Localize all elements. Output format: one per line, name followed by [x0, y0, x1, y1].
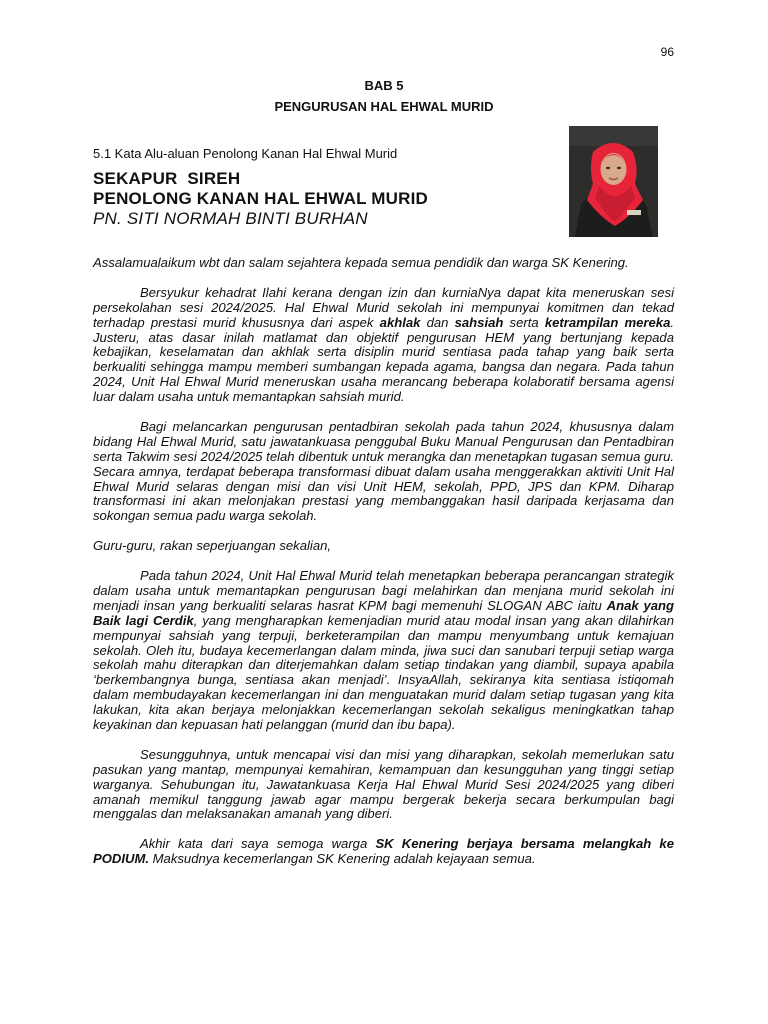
chapter-label: BAB 5: [364, 78, 404, 93]
bold-phrase: ketrampilan mereka: [544, 314, 671, 330]
paragraph-text: Guru-guru, rakan seperjuangan sekalian,: [93, 538, 332, 554]
portrait-photo-icon: [569, 126, 658, 237]
paragraph-strategy: [93, 569, 674, 733]
paragraph-text: dan: [420, 314, 455, 330]
title-position: PENOLONG KANAN HAL EHWAL MURID: [93, 189, 428, 208]
chapter-title: PENGURUSAN HAL EHWAL MURID: [274, 99, 494, 114]
paragraph-teamwork: [93, 748, 674, 823]
paragraph-text: , yang mengharapkan kemenjadian murid atau modal insan yang akan dilahirkan mempunyai sahsiah yang terpuji, berketerampilan dan mampu menyumbang untuk kemajuan sekolah. Oleh itu, budaya kecemerlangan dalam minda, jiwa suci dan sanubari terpuji setiap warga sekolah mahu diterapkan dan diterjemahkan dalam setiap tindakan yang diambil, supaya apabila ‘berkembangnya bunga, sentiasa akan menjadi’. InsyaAllah, sekiranya kita sentiasa istiqomah dalam membudayakan kecemerlangan ini dan menguatakan murid dalam setiap tugasan yang kita lakukan, kita akan berjaya melonjakkan kecemerlangan sekolah sekaligus meningkatkan tahap keyakinan dan kepuasan hati pelanggan (murid dan ibu bapa).: [93, 612, 674, 733]
bold-phrase: akhlak: [379, 314, 421, 330]
page-number: 96: [660, 45, 674, 59]
body-text: [93, 256, 674, 882]
paragraph-salutation: [93, 539, 674, 554]
paragraph-text: Assalamualaikum wbt dan salam sejahtera kepada semua pendidik dan warga SK Kenering.: [93, 255, 629, 270]
paragraph-text: Sesungguhnya, untuk mencapai visi dan misi yang diharapkan, sekolah memerlukan satu pasukan yang mantap, mempunyai kemahiran, kemampuan dan kesungguhan yang tinggi setiap warganya. Sehubungan itu, Jawatankuasa Kerja Hal Ehwal Murid Sesi 2024/2025 yang diberi amanah memikul tanggung jawab agar mampu bergerak bekerja secara berkumpulan bagi menggalas dan melaksanakan amanah yang diberi.: [93, 746, 674, 822]
paragraph-closing: [93, 837, 674, 867]
bold-phrase: Anak yang Baik lagi Cerdik: [93, 597, 675, 628]
paragraph-text: Maksudnya kecemerlangan SK Kenering adalah kejayaan semua.: [149, 851, 536, 867]
bold-phrase: sahsiah: [454, 314, 504, 330]
paragraph-text: Bagi melancarkan pengurusan pentadbiran sekolah pada tahun 2024, khususnya dalam bidang Hal Ehwal Murid, satu jawatankuasa penggubal Buku Manual Pengurusan dan Pentadbiran serta Takwim sesi 2024/2025 telah dibentuk untuk merangka dan menetapkan tugasan semua guru. Secara amnya, terdapat beberapa transformasi dibuat dalam usaha menggerakkan aktiviti Unit Hal Ehwal Murid selaras dengan misi dan visi Unit HEM, sekolah, PPD, JPS dan KPM. Diharap transformasi ini akan melonjakan prestasi yang membanggakan hasil daripada kerjasama dan sokongan semua padu warga sekolah.: [93, 418, 674, 524]
portrait-photo: [569, 126, 658, 237]
paragraph-text: Akhir kata dari saya semoga warga: [140, 836, 376, 852]
paragraph-text: . Justeru, atas dasar inilah matlamat dan objektif pengurusan HEM yang bertunjang kepada kebajikan, keselamatan dan akhlak serta disiplin murid sentiasa pada tahap yang baik serta berkualiti sehingga mampu memberi sumbangan kepada agama, bangsa dan negara. Pada tahun 2024, Unit Hal Ehwal Murid meneruskan usaha merancang beberapa kolaboratif bersama agensi luar dalam usaha untuk memantapkan sahsiah murid.: [93, 314, 675, 405]
title-name: PN. SITI NORMAH BINTI BURHAN: [93, 209, 368, 228]
paragraph-gratitude: [93, 286, 674, 405]
paragraph-management: [93, 420, 674, 524]
paragraph-greeting: [93, 256, 674, 271]
section-heading: 5.1 Kata Alu-aluan Penolong Kanan Hal Ehwal Murid: [93, 146, 398, 161]
paragraph-text: serta: [503, 314, 545, 330]
title-sekapur-sireh: SEKAPUR SIREH: [93, 169, 241, 188]
paragraph-text: Pada tahun 2024, Unit Hal Ehwal Murid telah menetapkan beberapa perancangan strategik dalam usaha untuk memantapkan pengurusan bagi melahirkan dan menjana murid sekolah ini menjadi insan yang berkualiti selaras hasrat KPM bagi memenuhi SLOGAN ABC iaitu: [93, 567, 674, 613]
paragraph-text: Bersyukur kehadrat Ilahi kerana dengan izin dan kurniaNya dapat kita meneruskan sesi persekolahan sesi 2024/2025. Hal Ehwal Murid sekolah ini mempunyai komitmen dan tekad terhadap prestasi murid khususnya dari aspek: [93, 284, 674, 330]
bold-phrase: SK Kenering berjaya bersama melangkah ke PODIUM.: [93, 836, 674, 867]
